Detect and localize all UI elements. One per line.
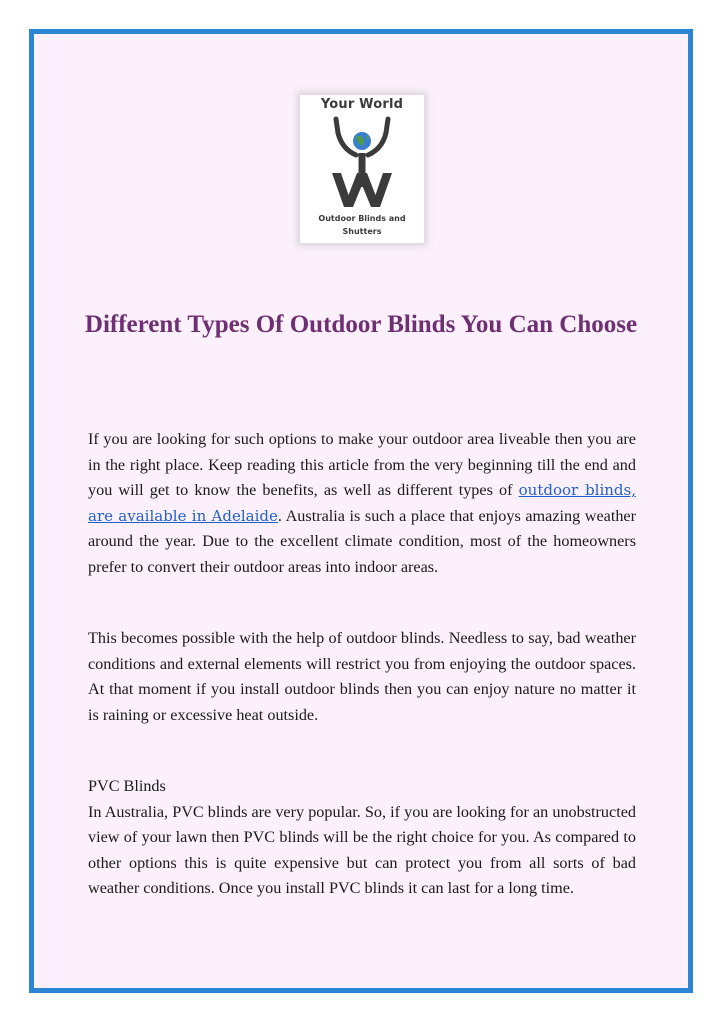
- pvc-heading: PVC Blinds: [88, 777, 166, 795]
- pvc-section: [88, 774, 636, 902]
- company-logo: [300, 95, 424, 243]
- intro-text-before: If you are looking for such options to make your outdoor area liveable then you are in the right place. Keep reading this article from the very beginning till the end and you will get to know the benefits, as well as different types of: [88, 430, 636, 500]
- second-paragraph: This becomes possible with the help of outdoor blinds. Needless to say, bad weather conditions and external elements will restrict you from enjoying the outdoor spaces. At that moment if you install outdoor blinds then you can enjoy nature no matter it is raining or excessive heat outside.: [88, 629, 636, 724]
- logo-line-2: Shutters: [342, 227, 382, 236]
- logo-bottom-text: [300, 212, 424, 238]
- logo-figure-icon: [322, 115, 402, 211]
- page-title: Different Types Of Outdoor Blinds You Can Choose: [84, 311, 638, 338]
- logo-line-1: Outdoor Blinds and: [318, 214, 406, 223]
- outdoor-blinds-link[interactable]: outdoor blinds, are available in Adelaide: [88, 481, 636, 525]
- intro-paragraph: [88, 427, 636, 581]
- logo-top-text: Your World: [320, 97, 404, 112]
- document-page: [29, 29, 693, 993]
- pvc-text: In Australia, PVC blinds are very popular. So, if you are looking for an unobstructed view of your lawn then PVC blinds will be the right choice for you. As compared to other options this is quite expensive but can protect you from all sorts of bad weather conditions. Once you install PVC blinds it can last for a long time.: [88, 802, 636, 898]
- intro-text-after: . Australia is such a place that enjoys amazing weather around the year. Due to the excellent climate condition, most of the homeowners prefer to convert their outdoor areas into indoor areas.: [88, 506, 636, 576]
